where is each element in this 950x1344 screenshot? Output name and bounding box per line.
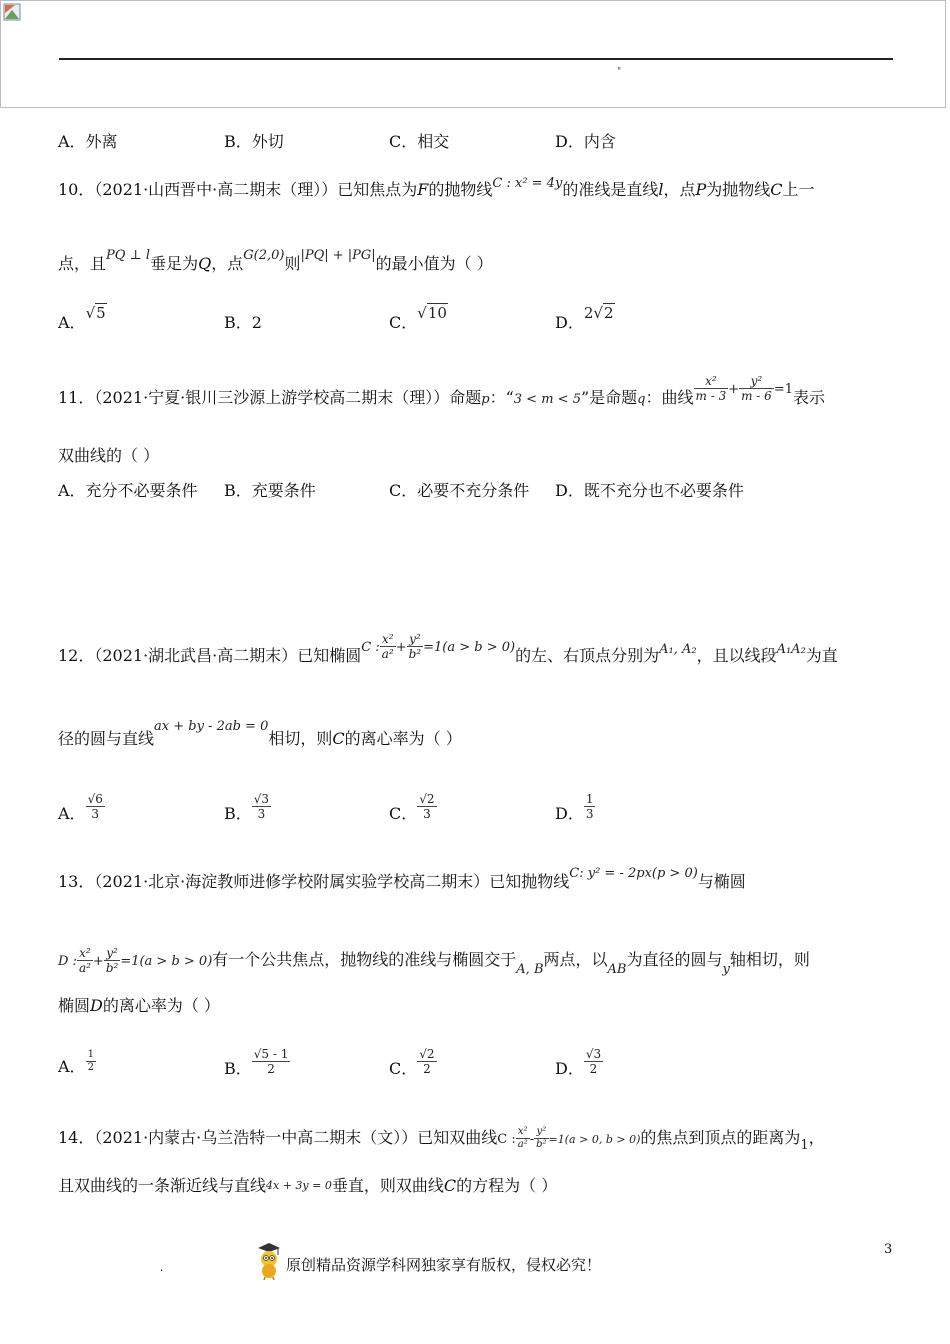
q13-line1: 13．（2021·北京·海淀教师进修学校附属实验学校高二期末）已知抛物线$^{C: y^2 = - 2px(p > 0)}$与椭圆 [58,866,746,891]
q10-line2: 点，且$^{PQ \perp l}$垂足为Q，点$^{G(2,0)}$则$^{|PQ| + |PG|}$的最小值为（ ） [58,248,493,273]
q12-option-c: C． $\frac{√2}{3}$ [389,792,435,823]
q13-option-c: C． $\frac{√2}{2}$ [389,1047,435,1078]
header-mark: " [617,67,622,77]
q9-option-c: C．相交 [389,132,450,151]
q11-fraction-y: $\frac{\text{y²}}{m - 6}$ [741,374,772,403]
q10-option-d: D．2√2 [555,304,614,332]
q12-line2: 径的圆与直线$^{ax + by - 2ab = 0}$相切，则C的离心率为（ ） [58,719,462,748]
q9-option-a: A．外离 [58,132,118,151]
page-number: 3 [884,1242,893,1257]
q11-fraction-x: $\frac{\text{x²}}{m - 3}$ [695,374,727,403]
page-header [0,0,946,108]
q11-option-b: B．充要条件 [224,481,316,500]
q11-option-a: A．充分不必要条件 [58,481,198,500]
q12-option-d: D． $\frac{1}{3}$ [555,792,594,823]
q10-option-c: C．√10 [389,304,447,332]
header-rule [59,58,893,60]
q12-option-b: B． $\frac{√3}{3}$ [224,792,270,823]
q12-line1: 12．（2021·湖北武昌·高二期末）已知椭圆$^{C :}$ $\frac{\text{x²}}{\text{a²}}$ + $\frac{\text{y²}}{\text{b²}}$ $^{=1(a > b > 0)}$的左、右顶点分别为$^{A_1, A_2}$，且以线段$^{A_1A_2}$为直 [58,632,838,665]
footer-mark: . [160,1263,164,1274]
q11-option-c: C．必要不充分条件 [389,481,530,500]
q10-option-b: B．2 [224,313,262,332]
q13-line2: D : $\frac{\text{x²}}{\text{a²}}$ + $\frac{\text{y²}}{\text{b²}}$ =1(a > b > 0)有一个公共焦点，抛物线的准线与椭圆交于$_{A, B}$两点，以$_{AB}$为直径的圆与$_y$轴相切，则 [58,946,810,977]
q12-option-a: A． $\frac{√6}{3}$ [58,792,103,823]
q13-option-d: D． $\frac{√3}{2}$ [555,1047,602,1078]
q14-line1: 14．（2021·内蒙古·乌兰浩特一中高二期末（文））已知双曲线C : $\frac{\text{x²}}{\text{a²}}$ - $\frac{\text{y²}}{\text{b²}}$ =1(a > 0, b > 0)的焦点到顶点的距离为$_1$， [58,1126,825,1153]
q10-parabola-formula: C : x² = 4y [492,176,563,191]
q9-option-d: D．内含 [555,132,616,151]
q13-option-a: A． $\frac{1}{2}$ [58,1049,94,1076]
broken-image-icon [3,3,21,21]
q11-line1: 11．（2021·宁夏·银川三沙源上游学校高二期末（理））命题p：“3 < m < 5”是命题q：曲线 $\frac{\text{x²}}{m - 3}$ + $\frac{\text{y²}}{m - 6}$ $^{=1}$表示 [58,374,825,407]
q14-line2: 且双曲线的一条渐近线与直线4x + 3y = 0垂直，则双曲线C的方程为（ ） [58,1176,558,1195]
q10-line1: 10．（2021·山西晋中·高二期末（理））已知焦点为F的抛物线$^{C : x^2 = 4y}$的准线是直线l，点P为抛物线C上一 [58,176,815,199]
q13-option-b: B． $\frac{√5 - 1}{2}$ [224,1047,289,1078]
q11-line2: 双曲线的（ ） [58,446,160,465]
copyright-notice: 原创精品资源学科网独家享有版权，侵权必究！ [286,1256,602,1274]
q10-option-a: A．√5 [58,304,106,332]
q13-line3: 椭圆D的离心率为（ ） [58,996,220,1015]
q11-option-d: D．既不充分也不必要条件 [555,481,744,500]
mascot-logo-icon [254,1242,284,1280]
q9-option-b: B．外切 [224,132,284,151]
